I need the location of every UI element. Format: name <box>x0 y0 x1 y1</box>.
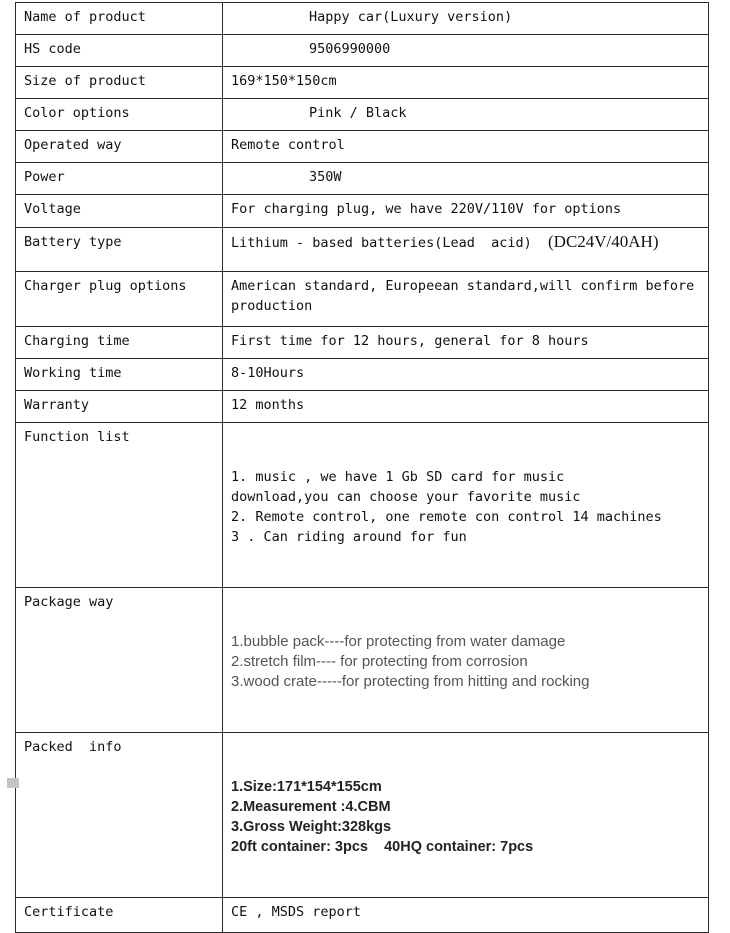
table-row-operated-way <box>16 131 709 163</box>
function-line: 2. Remote control, one remote con control 14 machines <box>231 509 662 525</box>
row-label: Color options <box>16 99 223 131</box>
row-value <box>223 733 709 898</box>
function-line: 1. music , we have 1 Gb SD card for music <box>231 469 565 485</box>
function-line: download,you can choose your favorite music <box>231 489 581 505</box>
row-value <box>223 423 709 588</box>
table-row-battery-type <box>16 228 709 272</box>
table-row-color-options <box>16 99 709 131</box>
table-row-function-list <box>16 423 709 588</box>
table-row-warranty <box>16 391 709 423</box>
table-row-charging-time <box>16 327 709 359</box>
row-label: Certificate <box>16 898 223 933</box>
row-value: CE , MSDS report <box>223 898 709 933</box>
row-label: Voltage <box>16 195 223 228</box>
table-row-packed-info <box>16 733 709 898</box>
table-row-package-way <box>16 588 709 733</box>
row-value: For charging plug, we have 220V/110V for options <box>223 195 709 228</box>
row-label: Charging time <box>16 327 223 359</box>
table-row-working-time <box>16 359 709 391</box>
row-value: 169*150*150cm <box>223 67 709 99</box>
packed-info-line: 2.Measurement :4.CBM <box>231 799 391 815</box>
row-label: Packed info <box>16 733 223 898</box>
row-value <box>223 228 709 272</box>
table-row-certificate <box>16 898 709 933</box>
row-label: Warranty <box>16 391 223 423</box>
row-value: 12 months <box>223 391 709 423</box>
battery-spec-text: (DC24V/40AH) <box>548 232 659 251</box>
product-spec-table <box>15 2 709 933</box>
placeholder-image-icon <box>7 778 19 788</box>
packed-info-line: 1.Size:171*154*155cm <box>231 779 382 795</box>
row-label: Size of product <box>16 67 223 99</box>
row-value <box>223 588 709 733</box>
row-value: 9506990000 <box>223 35 709 67</box>
battery-type-text: Lithium - based batteries(Lead acid) <box>231 235 532 251</box>
row-value: 8-10Hours <box>223 359 709 391</box>
row-value: First time for 12 hours, general for 8 hours <box>223 327 709 359</box>
table-row-charger-plug-options <box>16 272 709 327</box>
function-line: 3 . Can riding around for fun <box>231 529 467 545</box>
row-value: Remote control <box>223 131 709 163</box>
packed-info-line: 20ft container: 3pcs 40HQ container: 7pcs <box>231 839 534 855</box>
row-value: Pink / Black <box>223 99 709 131</box>
table-row-name-of-product <box>16 3 709 35</box>
table-row-power <box>16 163 709 195</box>
package-line: 2.stretch film---- for protecting from corrosion <box>231 653 528 670</box>
packed-info-line: 3.Gross Weight:328kgs <box>231 819 392 835</box>
row-label: Operated way <box>16 131 223 163</box>
row-label: Name of product <box>16 3 223 35</box>
row-label: Battery type <box>16 228 223 272</box>
row-label: Charger plug options <box>16 272 223 327</box>
row-label: Function list <box>16 423 223 588</box>
row-label: Power <box>16 163 223 195</box>
row-label: Package way <box>16 588 223 733</box>
row-label: HS code <box>16 35 223 67</box>
package-line: 3.wood crate-----for protecting from hitting and rocking <box>231 673 590 690</box>
row-value: Happy car(Luxury version) <box>223 3 709 35</box>
row-value: American standard, Europeean standard,will confirm before production <box>223 272 709 327</box>
table-row-voltage <box>16 195 709 228</box>
table-row-size-of-product <box>16 67 709 99</box>
package-line: 1.bubble pack----for protecting from water damage <box>231 633 566 650</box>
row-label: Working time <box>16 359 223 391</box>
table-row-hs-code <box>16 35 709 67</box>
row-value: 350W <box>223 163 709 195</box>
